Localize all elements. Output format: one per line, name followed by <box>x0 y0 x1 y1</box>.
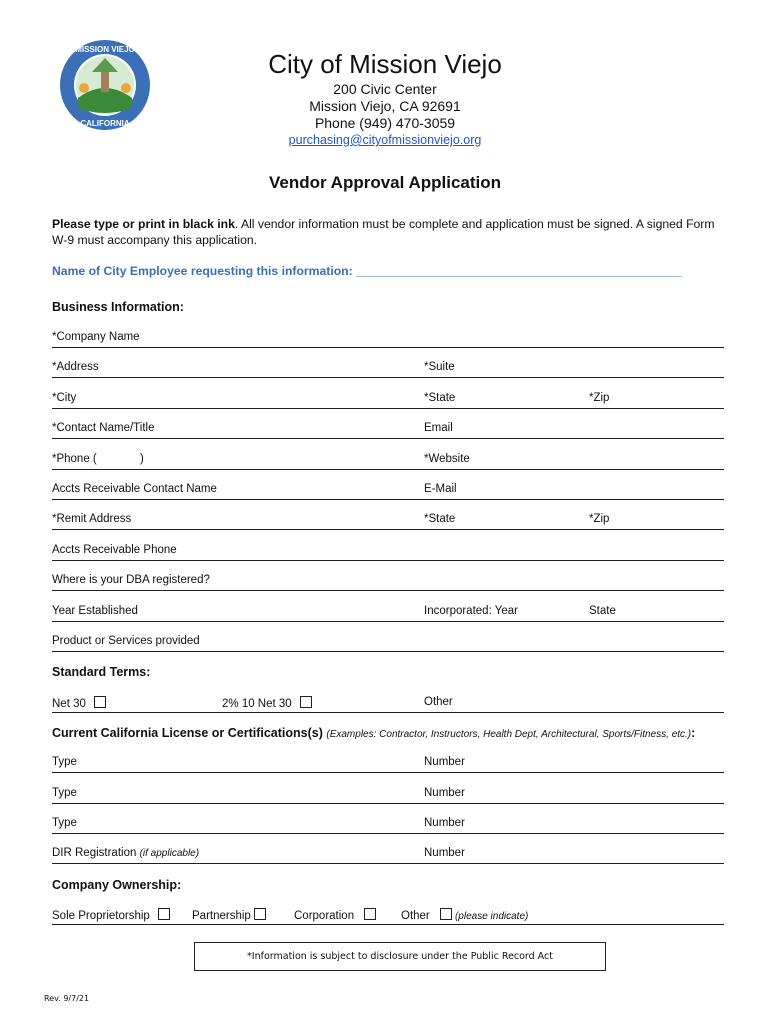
license-number-label: Number <box>424 756 465 768</box>
address-line-1: 200 Civic Center <box>333 81 437 97</box>
dba-row[interactable] <box>52 574 724 591</box>
form-title: Vendor Approval Application <box>268 173 502 192</box>
ownership-heading: Company Ownership: <box>52 878 182 892</box>
remit-row[interactable] <box>52 513 724 530</box>
year-established-label: Year Established <box>52 605 138 617</box>
dir-number-label: Number <box>424 847 465 859</box>
dir-note: (if applicable) <box>139 848 200 859</box>
svg-text:MISSION VIEJO: MISSION VIEJO <box>75 45 135 54</box>
license-number-label: Number <box>424 787 465 799</box>
instructions-rest: . All vendor information must be complete and application must be signed. A signed Form W-9 must accompany this application. <box>52 217 715 247</box>
phone-row[interactable] <box>52 453 724 470</box>
sole-option[interactable] <box>52 908 170 922</box>
ar-email-label: E-Mail <box>424 483 457 495</box>
net30-option[interactable] <box>52 696 106 710</box>
partnership-checkbox[interactable] <box>254 908 266 920</box>
license-row-1[interactable] <box>52 756 724 773</box>
business-info-heading: Business Information: <box>52 300 184 314</box>
revision-date: Rev. 9/7/21 <box>44 994 90 1003</box>
svg-text:CALIFORNIA: CALIFORNIA <box>80 119 130 128</box>
company-name-label: *Company Name <box>52 331 140 343</box>
sole-label: Sole Proprietorship <box>52 910 150 922</box>
ar-contact-label: Accts Receivable Contact Name <box>52 483 217 495</box>
two-ten-label: 2% 10 Net 30 <box>222 698 292 710</box>
instructions-bold: Please type or print in black ink <box>52 217 235 231</box>
sole-checkbox[interactable] <box>158 908 170 920</box>
zip-label: *Zip <box>589 392 610 404</box>
partnership-label: Partnership <box>192 910 251 922</box>
city-row[interactable] <box>52 392 724 409</box>
phone-label: *Phone ( <box>52 453 97 465</box>
dba-label: Where is your DBA registered? <box>52 574 210 586</box>
license-number-label: Number <box>424 817 465 829</box>
products-row[interactable] <box>52 635 724 652</box>
corporation-checkbox[interactable] <box>364 908 376 920</box>
incorporated-state-label: State <box>589 605 616 617</box>
license-examples: (Examples: Contractor, Instructors, Health Dept, Architectural, Sports/Fitness, etc.) <box>326 729 692 740</box>
company-name-row[interactable] <box>52 331 724 348</box>
employee-request-field[interactable]: Name of City Employee requesting this information: ________________________________________________ <box>52 264 682 278</box>
terms-row <box>52 696 724 713</box>
ownership-other-option[interactable] <box>401 908 528 922</box>
dir-label <box>52 847 199 859</box>
standard-terms-heading: Standard Terms: <box>52 665 151 679</box>
ar-phone-label: Accts Receivable Phone <box>52 544 177 556</box>
ar-phone-row[interactable] <box>52 544 724 561</box>
remit-zip-label: *Zip <box>589 513 610 525</box>
address-label: *Address <box>52 361 99 373</box>
disclosure-notice: *Information is subject to disclosure under the Public Record Act <box>194 942 606 971</box>
net30-checkbox[interactable] <box>94 696 106 708</box>
corporation-label: Corporation <box>294 910 355 922</box>
ownership-other-label: Other <box>401 910 430 922</box>
remit-label: *Remit Address <box>52 513 132 525</box>
partnership-option[interactable] <box>192 908 266 922</box>
website-label: *Website <box>424 453 470 465</box>
two-ten-checkbox[interactable] <box>300 696 312 708</box>
license-row-2[interactable] <box>52 787 724 804</box>
terms-other-label[interactable]: Other <box>424 696 453 708</box>
license-type-label: Type <box>52 756 77 768</box>
city-name: City of Mission Viejo <box>268 49 502 79</box>
instructions <box>52 216 732 248</box>
phone-close-paren: ) <box>140 453 144 465</box>
ar-contact-row[interactable] <box>52 483 724 500</box>
license-type-label: Type <box>52 817 77 829</box>
products-label: Product or Services provided <box>52 635 200 647</box>
year-row[interactable] <box>52 605 724 622</box>
license-heading-text: Current California License or Certifications(s) <box>52 726 323 740</box>
net30-label: Net 30 <box>52 698 86 710</box>
incorporated-label: Incorporated: Year <box>424 605 518 617</box>
dir-row[interactable] <box>52 847 724 864</box>
corporation-option[interactable] <box>294 908 376 922</box>
purchasing-email-link[interactable]: purchasing@cityofmissionviejo.org <box>288 133 482 147</box>
license-type-label: Type <box>52 787 77 799</box>
license-row-3[interactable] <box>52 817 724 834</box>
state-label: *State <box>424 392 456 404</box>
remit-state-label: *State <box>424 513 456 525</box>
contact-label: *Contact Name/Title <box>52 422 155 434</box>
email-label: Email <box>424 422 453 434</box>
license-heading <box>52 726 695 740</box>
dir-text: DIR Registration <box>52 847 137 859</box>
license-colon: : <box>691 726 696 740</box>
contact-row[interactable] <box>52 422 724 439</box>
ownership-other-note: (please indicate) <box>454 911 529 922</box>
phone-line: Phone (949) 470-3059 <box>314 115 456 131</box>
two-ten-option[interactable] <box>222 696 312 710</box>
ownership-other-checkbox[interactable] <box>440 908 452 920</box>
address-row[interactable] <box>52 361 724 378</box>
address-line-2: Mission Viejo, CA 92691 <box>309 98 461 114</box>
suite-label: *Suite <box>424 361 455 373</box>
ownership-row <box>52 908 724 925</box>
city-label: *City <box>52 392 77 404</box>
